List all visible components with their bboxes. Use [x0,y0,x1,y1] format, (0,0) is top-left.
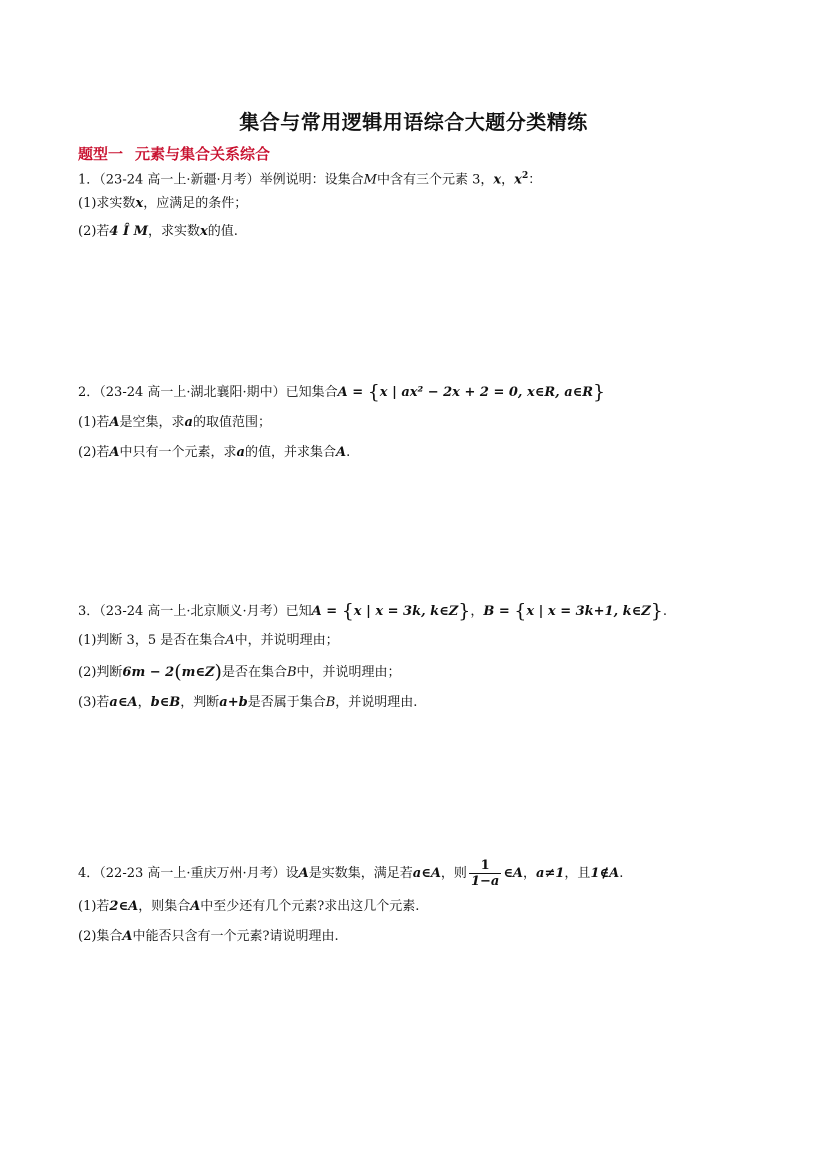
section-label: 题型一 [78,145,124,163]
math-expr: 4 Î M [109,224,148,239]
part-text: 中至少还有几个元素?求出这几个元素. [200,899,420,914]
math-expr: 2∈A [109,899,139,914]
punct: ， [137,695,151,710]
question-3-stem [78,602,667,621]
part-text: (1)若 [78,899,110,914]
part-text: (1)判断 3，5 是否在集合 [78,633,226,648]
math-expr: x | x = 3k, k∈Z [353,604,459,619]
part-text: 是否属于集合 [247,695,326,710]
math-expr: a∈A [412,866,441,881]
part-text: (3)若 [78,695,110,710]
math-expr: A = [337,385,368,400]
question-4-stem [78,858,623,889]
math-expr: A = [311,604,342,619]
math-expr: 6m − 2 [122,665,175,680]
set-symbol: A [225,633,235,648]
math-var: A [109,445,120,460]
section-heading [78,143,270,164]
document-title: 集合与常用逻辑用语综合大题分类精练 [239,110,588,134]
punct: . [662,604,668,619]
set-symbol: B [286,665,297,680]
question-number: 2． [78,385,100,400]
exponent-2: 2 [521,171,529,181]
question-2-part-2 [78,444,350,462]
part-text: ，并说明理由. [335,695,418,710]
math-var: A [190,899,201,914]
brace-right: } [650,600,663,622]
part-text: 是空集，求 [119,415,185,430]
stem-text: 举例说明：设集合 [259,172,364,188]
stem-text: 中含有三个元素 3， [376,172,494,188]
part-text: (1)求实数 [78,196,136,211]
part-text: 是否在集合 [221,665,287,680]
question-3-part-1 [78,632,339,650]
punct: ： [528,172,542,188]
question-1-stem [78,167,541,189]
math-var: A [335,445,347,460]
math-expr: a≠1 [536,866,565,881]
question-source: （22-23 高一上·重庆万州·月考） [99,866,286,881]
math-var: A [298,866,309,881]
math-expr: 1∉A [590,866,620,881]
fraction-numerator: 1 [469,858,501,874]
math-var: a [184,415,193,430]
part-text: 中，并说明理由； [234,633,339,648]
part-text: 的值. [207,224,238,239]
section-name: 元素与集合关系综合 [135,145,271,163]
brace-right: } [593,381,606,403]
question-1-part-1 [78,195,247,213]
part-text: ，则集合 [138,899,191,914]
paren-right: ) [214,661,222,683]
math-expr: ∈A [503,866,524,881]
question-source: （23-24 高一上·北京顺义·月考） [99,604,286,619]
math-var: A [122,929,133,944]
brace-right: } [458,600,471,622]
part-text: 中能否只含有一个元素?请说明理由. [132,929,339,944]
part-text: (2)若 [78,224,110,239]
part-text: ，判断 [180,695,220,710]
question-4-part-2 [78,928,339,946]
part-text: 中，并说明理由； [296,665,401,680]
part-text: 的值，并求集合 [244,445,336,460]
punct: . [619,866,624,881]
stem-text: 是实数集，满足若 [308,866,413,881]
question-number: 3． [78,604,100,619]
math-expr: m∈Z [181,665,215,680]
question-source: （23-24 高一上·湖北襄阳·期中） [99,385,286,400]
math-var: x [200,224,208,239]
stem-text: 已知 [285,604,312,619]
question-number: 4． [78,866,100,881]
fraction [469,858,501,889]
math-var: a [236,445,245,460]
part-text: ，求实数 [148,224,201,239]
part-text: ，应满足的条件； [143,196,248,211]
math-expr: a∈A [109,695,138,710]
part-text: (2)判断 [78,665,123,680]
math-expr: b∈B [150,695,181,710]
punct: ， [470,604,484,619]
part-text: 中只有一个元素，求 [119,445,237,460]
question-2-part-1 [78,414,271,432]
math-var: x [514,172,522,188]
math-expr: x | x = 3k+1, k∈Z [526,604,651,619]
stem-text: 已知集合 [285,385,338,400]
math-var: A [109,415,120,430]
fraction-denominator: 1−a [470,874,500,889]
punct: ， [523,866,537,881]
question-4-part-1 [78,898,419,916]
question-1-part-2 [78,223,238,241]
brace-left: { [514,600,527,622]
part-text: (2)集合 [78,929,123,944]
part-text: (1)若 [78,415,110,430]
question-3-part-3 [78,694,417,712]
brace-left: { [341,600,354,622]
question-source: （23-24 高一上·新疆·月考） [99,172,260,188]
math-expr: B = [483,604,515,619]
punct: . [346,445,351,460]
set-symbol: B [325,695,336,710]
paren-left: ( [174,661,182,683]
set-symbol: M [363,172,377,188]
punct: ， [501,172,515,188]
question-number: 1． [78,172,100,188]
math-expr: a+b [219,695,248,710]
question-2-stem [78,383,605,402]
math-var: x [135,196,144,211]
math-var: x [493,172,502,188]
brace-left: { [367,381,380,403]
part-text: (2)若 [78,445,110,460]
stem-text: ，则 [440,866,467,881]
stem-text: 设 [285,866,299,881]
part-text: 的取值范围； [192,415,271,430]
question-3-part-2 [78,663,401,682]
stem-text: ，且 [564,866,591,881]
math-expr: x | ax² − 2x + 2 = 0, x∈R, a∈R [379,385,594,400]
